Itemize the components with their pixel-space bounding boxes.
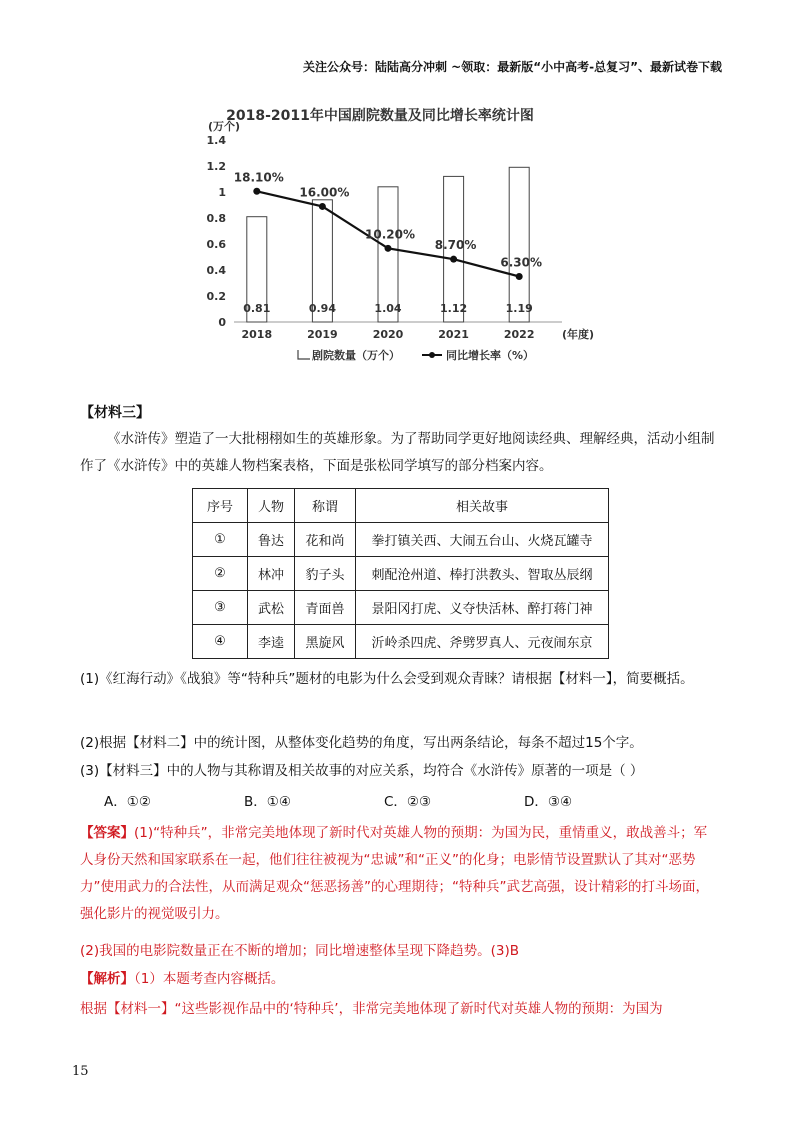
table-row [193, 625, 609, 659]
table-cell: ④ [193, 625, 248, 659]
line-data-label: 18.10% [233, 170, 284, 185]
y-tick-label: 0.2 [206, 290, 226, 303]
analysis-label: 【解析】 [80, 971, 134, 987]
page-number: 15 [72, 1064, 89, 1079]
x-tick-label: 2019 [307, 328, 338, 341]
question-3-options [104, 790, 664, 810]
bar [509, 167, 529, 322]
legend-bar-label: 剧院数量（万个） [312, 349, 400, 362]
bar-data-label: 1.04 [374, 302, 402, 315]
legend-line-marker [429, 352, 435, 358]
line-data-label: 10.20% [365, 227, 415, 242]
chart-legend [298, 348, 534, 362]
table-cell: 豹子头 [295, 557, 356, 591]
bar-data-label: 0.94 [308, 302, 336, 315]
line-point [385, 245, 392, 252]
table-header-cell: 人物 [248, 489, 295, 523]
answer-text-1: (1)“特种兵”，非常完美地体现了新时代对英雄人物的预期：为国为民，重情重义，敢战善斗；军人身份天然和国家联系在一起，他们往往被视为“忠诚”和“正义”的化身；电影情节设置默认了其对“恶势力”使用武力的合法性，从而满足观众“惩恶扬善”的心理期待；“特种兵”武艺高强，设计精彩的打斗场面，强化影片的视觉吸引力。 [80, 825, 709, 922]
theater-chart [190, 100, 610, 380]
answer-text-2: (2)我国的电影院数量正在不断的增加；同比增速整体呈现下降趋势。(3)B [80, 943, 520, 959]
table-cell: 黑旋风 [295, 625, 356, 659]
y-tick-label: 1.2 [206, 160, 226, 173]
chart-title: 2018-2011年中国剧院数量及同比增长率统计图 [226, 108, 534, 124]
table-cell: 鲁达 [248, 523, 295, 557]
option-d: D．③④ [524, 794, 573, 810]
material3-title: 【材料三】 [80, 405, 150, 421]
line-point [450, 256, 457, 263]
table-header-cell: 相关故事 [356, 489, 609, 523]
y-tick-label: 0.6 [206, 238, 226, 251]
x-tick-label: 2022 [503, 328, 535, 341]
table-cell: 沂岭杀四虎、斧劈罗真人、元夜闹东京 [356, 625, 609, 659]
y-axis-ticks [207, 134, 227, 329]
line-point [319, 203, 326, 210]
answer-block [80, 820, 720, 928]
table-header-cell: 序号 [193, 489, 248, 523]
material3-paragraph: 《水浒传》塑造了一大批栩栩如生的英雄形象。为了帮助同学更好地阅读经典、理解经典，活动小组制作了《水浒传》中的英雄人物档案表格，下面是张松同学填写的部分档案内容。 [80, 431, 715, 474]
option-c: C．②③ [384, 794, 432, 810]
x-tick-label: 2020 [372, 328, 404, 341]
table-cell: ① [193, 523, 248, 557]
option-a: A．①② [104, 794, 151, 810]
y-tick-label: 1 [218, 186, 226, 199]
bar-data-label: 1.12 [440, 302, 468, 315]
line-data-label: 6.30% [500, 255, 543, 270]
bar-series [243, 167, 533, 322]
line-point [253, 188, 260, 195]
line-data-label: 8.70% [434, 238, 477, 253]
analysis-line-2: 根据【材料一】“这些影视作品中的‘特种兵’，非常完美地体现了新时代对英雄人物的预期：为国为 [80, 1001, 663, 1017]
bar-data-label: 1.19 [505, 302, 533, 315]
table-cell: 花和尚 [295, 523, 356, 557]
question-1: (1)《红海行动》《战狼》等“特种兵”题材的电影为什么会受到观众青睐？请根据【材料一】，简要概括。 [80, 671, 694, 687]
legend-line-label: 同比增长率（%） [446, 349, 535, 362]
y-tick-label: 1.4 [206, 134, 226, 147]
table-cell: 刺配沧州道、棒打洪教头、智取丛辰纲 [356, 557, 609, 591]
line-point [516, 273, 523, 280]
table-cell: 李逵 [248, 625, 295, 659]
y-tick-label: 0 [218, 316, 226, 329]
x-axis-ticks [241, 328, 534, 341]
table-row [193, 591, 609, 625]
table-header-row [193, 489, 609, 523]
option-b: B．①④ [244, 794, 291, 810]
table-cell: 武松 [248, 591, 295, 625]
table-cell: ③ [193, 591, 248, 625]
table-cell: ② [193, 557, 248, 591]
table-cell: 林冲 [248, 557, 295, 591]
bar-data-label: 0.81 [243, 302, 271, 315]
table-cell: 拳打镇关西、大闹五台山、火烧瓦罐寺 [356, 523, 609, 557]
legend-bar-swatch [298, 350, 310, 359]
page-header: 关注公众号：陆陆高分冲刺 ~领取：最新版“小中高考-总复习”、最新试卷下载 [303, 60, 722, 74]
table-cell: 青面兽 [295, 591, 356, 625]
table-cell: 景阳冈打虎、义夺快活林、醉打蒋门神 [356, 591, 609, 625]
x-unit-label: (年度) [562, 328, 595, 341]
analysis-line-1: （1）本题考查内容概括。 [134, 971, 285, 987]
line-data-label: 16.00% [299, 185, 350, 200]
analysis-block [80, 966, 720, 993]
question-2: (2)根据【材料二】中的统计图，从整体变化趋势的角度，写出两条结论，每条不超过15个字。 [80, 735, 643, 751]
y-tick-label: 0.8 [206, 212, 226, 225]
table-header-cell: 称谓 [295, 489, 356, 523]
y-tick-label: 0.4 [206, 264, 226, 277]
hero-archive-table [192, 488, 609, 659]
question-3: (3)【材料三】中的人物与其称谓及相关故事的对应关系，均符合《水浒传》原著的一项是（ ） [80, 763, 644, 779]
table-row [193, 523, 609, 557]
table-row [193, 557, 609, 591]
answer-label: 【答案】 [80, 825, 134, 841]
y-unit-label: (万个) [208, 120, 241, 133]
x-tick-label: 2018 [241, 328, 273, 341]
x-tick-label: 2021 [438, 328, 469, 341]
